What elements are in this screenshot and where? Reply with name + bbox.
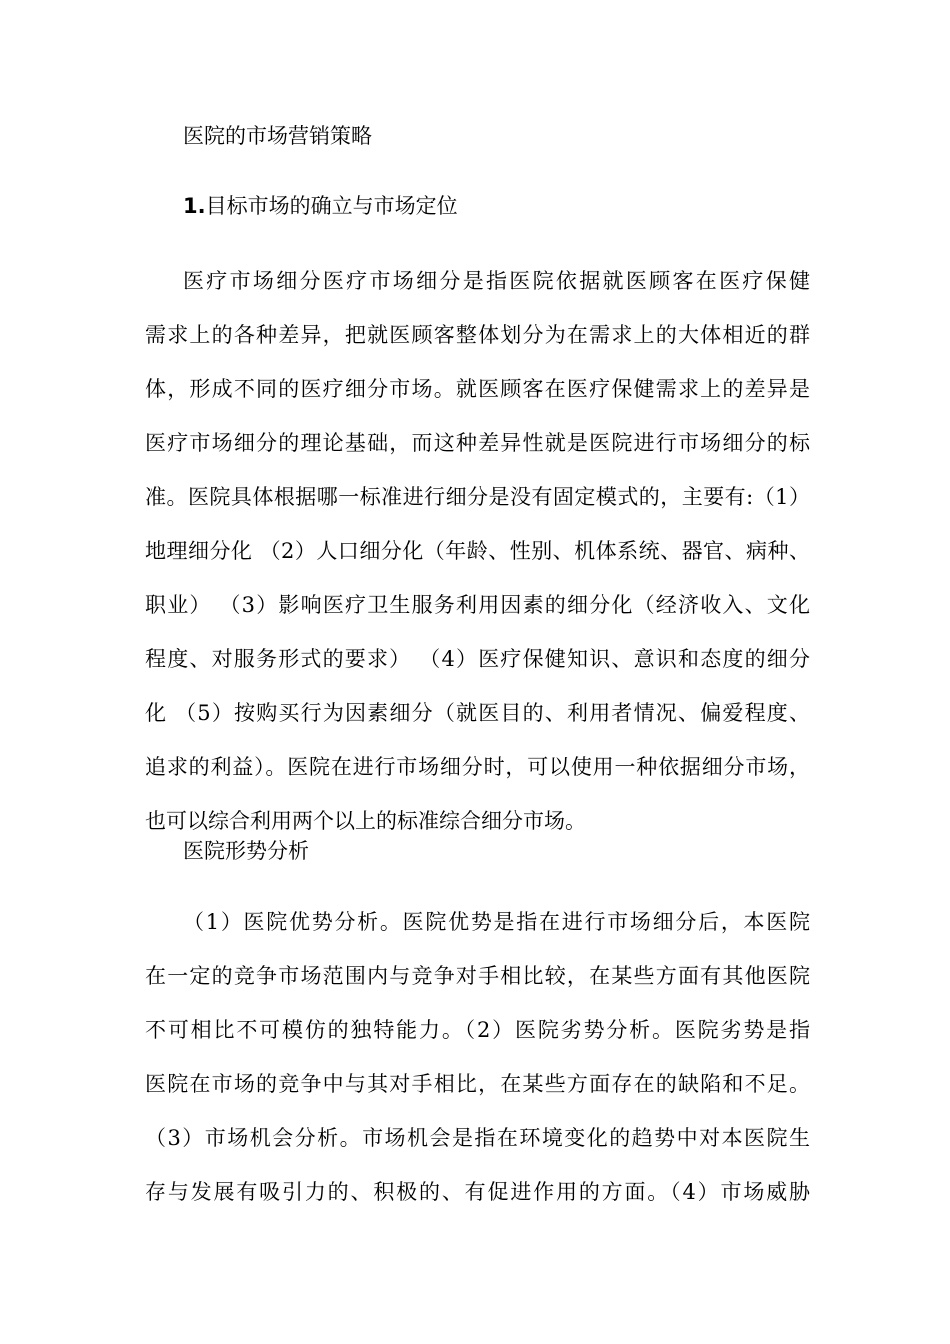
paragraph-line: 医疗市场细分医疗市场细分是指医院依据就医顾客在医疗保健 xyxy=(183,269,810,293)
paragraph-situation-analysis xyxy=(145,907,810,1231)
section-1-number: 1. xyxy=(183,194,206,218)
paragraph-line: 医院在市场的竞争中与其对手相比，在某些方面存在的缺陷和不足。 xyxy=(145,1072,810,1096)
paragraph-line: （1）医院优势分析。医院优势是指在进行市场细分后，本医院 xyxy=(183,910,810,934)
paragraph-line: 医疗市场细分的理论基础，而这种差异性就是医院进行市场细分的标 xyxy=(145,431,810,455)
paragraph-line: 存与发展有吸引力的、积极的、有促进作用的方面。（4）市场威胁 xyxy=(145,1180,810,1204)
paragraph-line: 在一定的竞争市场范围内与竞争对手相比较，在某些方面有其他医院 xyxy=(145,964,810,988)
paragraph-line: 程度、对服务形式的要求） （4）医疗保健知识、意识和态度的细分 xyxy=(145,647,810,671)
section-1-title: 目标市场的确立与市场定位 xyxy=(205,194,458,218)
paragraph-market-segmentation xyxy=(145,266,810,860)
paragraph-line: 追求的利益）。医院在进行市场细分时，可以使用一种依据细分市场， xyxy=(145,755,810,779)
paragraph-line: 职业） （3）影响医疗卫生服务利用因素的细分化（经济收入、文化 xyxy=(145,593,810,617)
paragraph-line: 需求上的各种差异，把就医顾客整体划分为在需求上的大体相近的群 xyxy=(145,323,810,347)
section-1-heading xyxy=(183,191,458,221)
paragraph-line: 准。医院具体根据哪一标准进行细分是没有固定模式的，主要有:（1） xyxy=(145,485,810,509)
paragraph-line: 体，形成不同的医疗细分市场。就医顾客在医疗保健需求上的差异是 xyxy=(145,377,810,401)
section-2-heading: 医院形势分析 xyxy=(183,839,309,863)
paragraph-line: 化 （5）按购买行为因素细分（就医目的、利用者情况、偏爱程度、 xyxy=(145,701,810,725)
paragraph-line: 不可相比不可模仿的独特能力。（2）医院劣势分析。医院劣势是指 xyxy=(145,1018,810,1042)
paragraph-line: 也可以综合利用两个以上的标准综合细分市场。 xyxy=(145,809,586,833)
document-title: 医院的市场营销策略 xyxy=(183,124,372,148)
paragraph-line: （3）市场机会分析。市场机会是指在环境变化的趋势中对本医院生 xyxy=(145,1126,810,1150)
paragraph-line: 地理细分化 （2）人口细分化（年龄、性别、机体系统、器官、病种、 xyxy=(145,539,810,563)
